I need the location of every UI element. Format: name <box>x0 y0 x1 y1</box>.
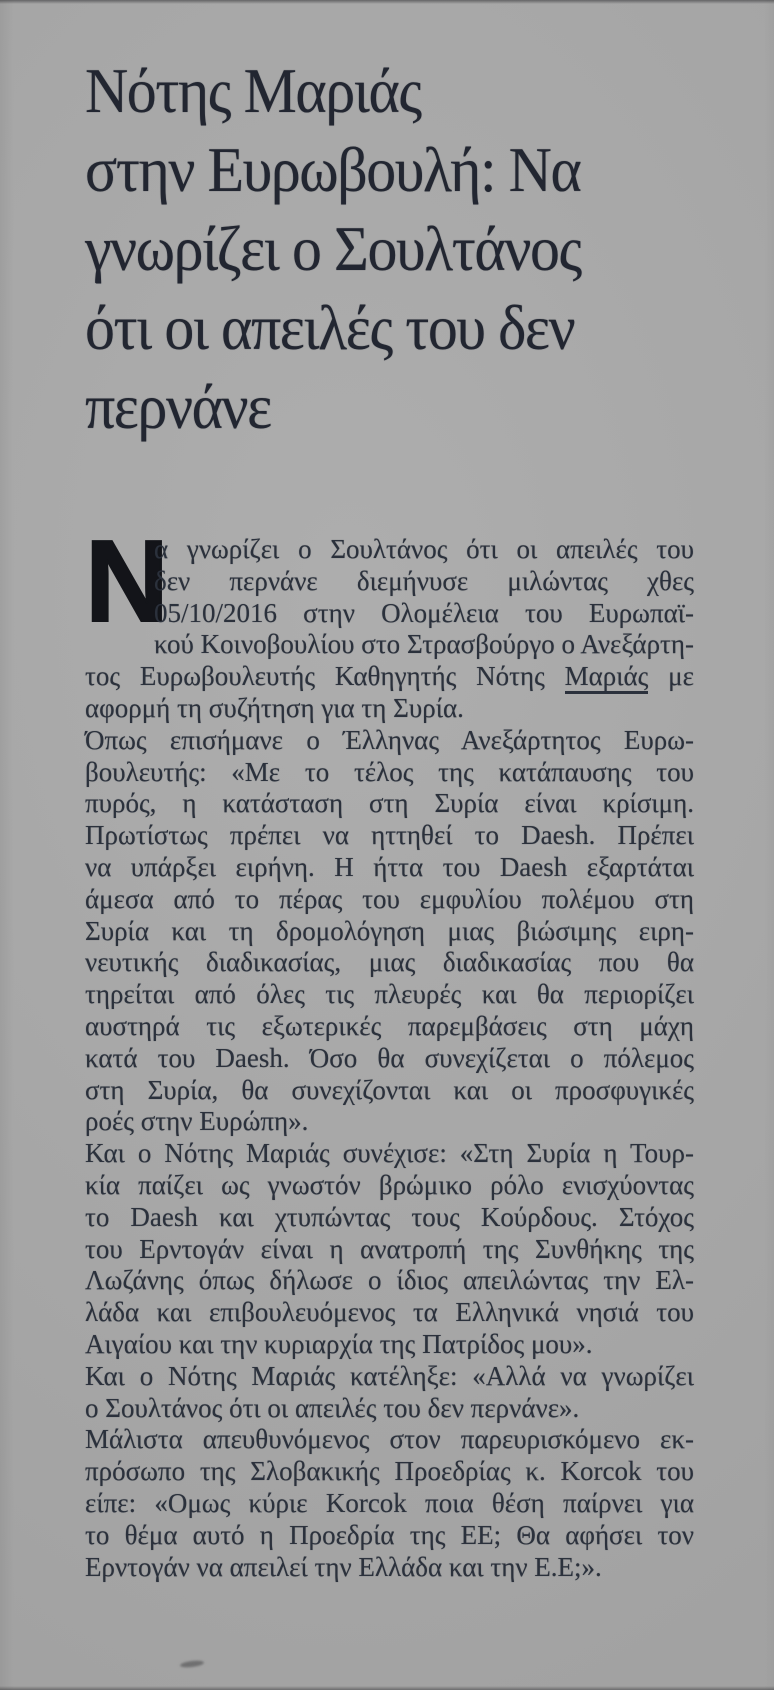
text-line: 05/10/2016 στην Ολομέλεια του Ευρωπαϊ- <box>154 597 694 628</box>
text-line: αυστηρά τις εξωτερικές παρεμβάσεις στη μάχη <box>85 1010 694 1041</box>
headline-line-1: Νότης Μαριάς <box>85 56 421 126</box>
text-line: αφορμή τη συζήτηση για τη Συρία. <box>85 692 464 723</box>
scan-top-edge-shadow <box>0 0 774 4</box>
text-line: Και ο Νότης Μαριάς κατέληξε: «Αλλά να γνωρίζει <box>85 1360 694 1391</box>
text-line: κία παίζει ως γνωστόν βρώμικο ρόλο ενισχύοντας <box>85 1169 694 1200</box>
text-line: τηρείται από όλες τις πλευρές και θα περιορίζει <box>85 979 694 1010</box>
text-line: τος Ευρωβουλευτής Καθηγητής Νότης Μαριάς με <box>85 661 694 693</box>
text-line: Μάλιστα απευθυνόμενος στον παρευρισκόμενο εκ- <box>85 1424 694 1455</box>
scan-bottom-edge-shadow <box>0 1686 774 1690</box>
text-line: στη Συρία, θα συνεχίζονται και οι προσφυγικές <box>85 1074 694 1105</box>
text-line: Και ο Νότης Μαριάς συνέχισε: «Στη Συρία η Τουρ- <box>85 1138 694 1169</box>
paragraph-1 <box>85 516 694 725</box>
text-line: βουλευτής: «Με το τέλος της κατάπαυσης του <box>85 756 694 787</box>
text-line: κατά του Daesh. Όσο θα συνεχίζεται ο πόλεμος <box>85 1042 694 1073</box>
text-line: το Daesh και χτυπώντας τους Κούρδους. Στόχος <box>85 1201 694 1232</box>
paragraph-2 <box>85 725 694 1138</box>
article-body <box>85 516 694 1583</box>
text-line: ο Σουλτάνος ότι οι απειλές του δεν περνάνε». <box>85 1392 580 1423</box>
text-line: άμεσα από το πέρας του εμφυλίου πολέμου στη <box>85 883 694 914</box>
text-line: του Ερντογάν είναι η ανατροπή της Συνθήκης της <box>85 1233 694 1264</box>
paragraph-5 <box>85 1424 694 1583</box>
text-line: να υπάρξει ειρήνη. Η ήττα του Daesh εξαρτάται <box>85 851 694 882</box>
text-line: ροές στην Ευρώπη». <box>85 1106 309 1137</box>
text-line: κού Κοινοβουλίου στο Στρασβούργο ο Ανεξάρτη- <box>154 629 694 660</box>
headline-line-5: περνάνε <box>85 372 271 442</box>
text-line: Αιγαίου και την κυριαρχία της Πατρίδος μου». <box>85 1328 593 1359</box>
drop-cap: Ν <box>85 516 169 646</box>
text-line: Όπως επισήμανε ο Έλληνας Ανεξάρτητος Ευρω- <box>85 724 694 755</box>
text-line: πυρός, η κατάσταση στη Συρία είναι κρίσιμη. <box>85 788 694 819</box>
text-line: Λωζάνης όπως δήλωσε ο ίδιος απειλώντας την Ελ- <box>85 1265 694 1296</box>
text-line: δεν περνάνε διεμήνυσε μιλώντας χθες <box>154 565 694 596</box>
text-line: Συρία και τη δρομολόγηση μιας βιώσιμης ειρη- <box>85 915 694 946</box>
ink-smudge-mark <box>180 1660 205 1669</box>
text-line: λάδα και επιβουλευόμενος τα Ελληνικά νησιά του <box>85 1297 694 1328</box>
text-line: είπε: «Ομως κύριε Korcok ποια θέση παίρνει για <box>85 1487 694 1518</box>
underlined-word: Μαριάς <box>565 661 649 694</box>
text-line: το θέμα αυτό η Προεδρία της ΕΕ; Θα αφήσει τον <box>85 1519 694 1550</box>
headline-line-3: γνωρίζει ο Σουλτάνος <box>85 214 581 284</box>
headline-line-2: στην Ευρωβουλή: Να <box>85 135 581 205</box>
paragraph-3 <box>85 1138 694 1361</box>
text-line: Ερντογάν να απειλεί την Ελλάδα και την Ε.Ε;». <box>85 1551 602 1582</box>
paragraph-4 <box>85 1361 694 1425</box>
text-line: α γνωρίζει ο Σουλτάνος ότι οι απειλές του <box>154 534 694 564</box>
text-line: πρόσωπο της Σλοβακικής Προεδρίας κ. Korcok του <box>85 1456 694 1487</box>
text-line: νευτικής διαδικασίας, μιας διαδικασίας που θα <box>85 947 694 978</box>
text-line: Πρωτίστως πρέπει να ηττηθεί το Daesh. Πρέπει <box>85 820 694 851</box>
article-headline <box>85 52 725 447</box>
headline-line-4: ότι οι απειλές του δεν <box>85 293 575 363</box>
